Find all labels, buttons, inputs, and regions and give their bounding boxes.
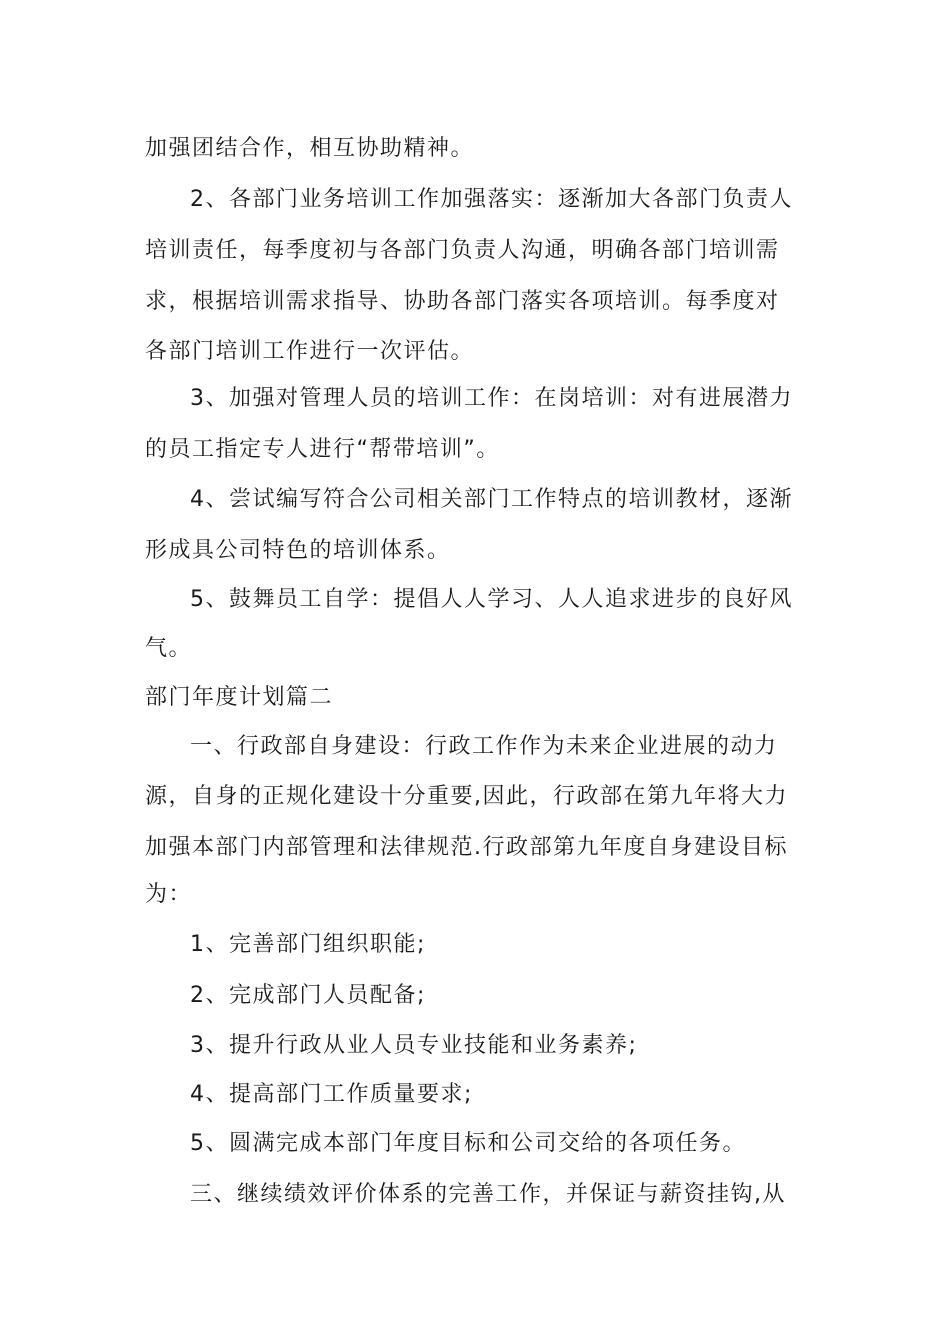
text-line: 源，自身的正规化建设十分重要,因此，行政部在第九年将大力 (145, 784, 788, 809)
list-item: 1、完善部门组织职能; (190, 932, 426, 957)
section-heading: 部门年度计划篇二 (145, 685, 334, 710)
text-line: 一、行政部自身建设：行政工作作为未来企业进展的动力 (190, 734, 778, 759)
text-line: 三、继续绩效评价体系的完善工作，并保证与薪资挂钩,从 (190, 1182, 786, 1207)
text-line: 形成具公司特色的培训体系。 (145, 538, 451, 563)
list-item: 5、圆满完成本部门年度目标和公司交给的各项任务。 (190, 1131, 746, 1156)
text-line: 加强本部门内部管理和法律规范.行政部第九年度自身建设目标 (145, 835, 788, 860)
text-line: 2、各部门业务培训工作加强落实：逐渐加大各部门负责人 (190, 187, 793, 212)
text-line: 各部门培训工作进行一次评估。 (145, 339, 475, 364)
text-line: 气。 (145, 636, 193, 661)
text-line: 4、尝试编写符合公司相关部门工作特点的培训教材，逐渐 (190, 487, 793, 512)
text-line: 求，根据培训需求指导、协助各部门落实各项培训。每季度对 (145, 289, 780, 314)
list-item: 2、完成部门人员配备; (190, 983, 426, 1008)
text-line: 5、鼓舞员工自学：提倡人人学习、人人追求进步的良好风 (190, 587, 793, 612)
text-line: 的员工指定专人进行“帮带培训”。 (145, 437, 500, 462)
list-item: 3、提升行政从业人员专业技能和业务素养; (190, 1033, 638, 1058)
text-line: 培训责任，每季度初与各部门负责人沟通，明确各部门培训需 (145, 238, 780, 263)
text-line: 为： (145, 882, 193, 907)
text-line: 加强团结合作，相互协助精神。 (145, 136, 475, 161)
list-item: 4、提高部门工作质量要求; (190, 1082, 473, 1107)
text-line: 3、加强对管理人员的培训工作：在岗培训：对有进展潜力 (190, 386, 793, 411)
